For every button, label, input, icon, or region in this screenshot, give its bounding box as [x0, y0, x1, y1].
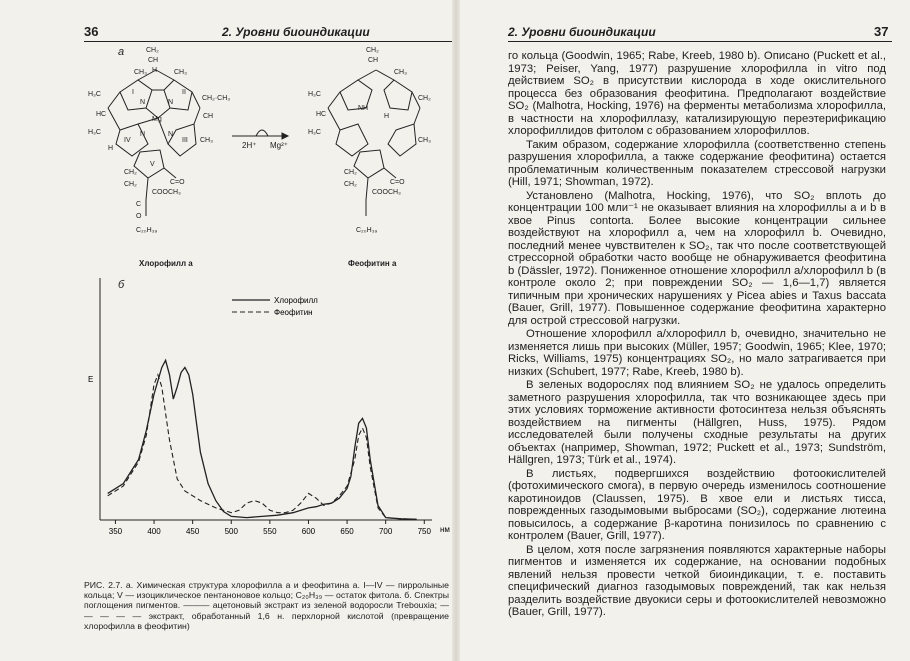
- atom-ch2-2: CH₂: [418, 95, 431, 102]
- x-tick-label: 400: [147, 527, 161, 536]
- molecule-name-chlorophyll: Хлорофилл a: [139, 259, 193, 268]
- atom-h3c-b: H₃C: [88, 129, 101, 136]
- x-axis-unit: нм: [440, 525, 450, 534]
- paragraph: Таким образом, содержание хлорофилла (соответственно степень разрушения хлорофилла, а также содержание феофитина) остается проблематичным количественным показателем стрессовой нагрузки (Hill, 1971; Showman, 1972).: [508, 138, 886, 188]
- atom-hc: HC: [96, 111, 107, 118]
- molecule-name-pheophytin: Феофитин a: [348, 259, 397, 268]
- atom-ch-right: CH: [203, 113, 214, 120]
- x-tick-label: 650: [340, 527, 354, 536]
- x-tick-label: 500: [224, 527, 238, 536]
- atom-ch-top: CH: [148, 57, 159, 64]
- legend-pheophytin: Феофитин: [274, 308, 313, 317]
- paragraph: В листьях, подвергшихся воздействию фотоокислителей (фотохимического смога), в первую очередь изменилось соотношение каротиноидов (Claussen, 1975). В хвое ели и листьях тисса, поврежденных газодымовыми выбросами (SO₂), содержание лютеина повысилось, а содержание β-каротина понизилось по сравнению с контролем (Bauer, Grill, 1977).: [508, 467, 886, 542]
- atom-hc-2: HC: [316, 111, 327, 118]
- paragraph: В зеленых водорослях под влиянием SO₂ не удалось определить заметного разрушения хлорофилла, так что возникающее здесь при этих условиях торможение активности фотосинтеза нельзя объяснять воздействием на пигменты (Hällgren, Huss, 1975). Рядом исследователей были получены сходные результаты на других объектах (например, Showman, 1972; Puckett et al., 1973; Sundström, Hällgren, 1973; Türk et al., 1974).: [508, 379, 886, 466]
- series-line-chlorophyll: [108, 360, 417, 519]
- paragraph: Установлено (Malhotra, Hocking, 1976), что SO₂ вплоть до концентрации 100 мли⁻¹ не оказывает влияния на хлорофиллы a и b в хвое Pinus contorta. Более высокие концентрации сильнее воздействуют на хлорофилл a, чем на хлорофилл b. Очевидно, последний менее чувствителен к SO₂, так что после соответствующей стрессорной обработки часто вообще не обнаруживается феофитина b (Dässler, 1972). Пониженное отношение хлорофилл a/хлорофилл b (в контроле около 2; при повреждении SO₂ — 1,6—1,7) является типичным при хронических нарушениях у Picea abies и Taxus baccata (Bauer, Grill, 1977). Повышенное содержание феофитина характерно для острой стрессовой нагрузки.: [508, 189, 886, 327]
- atom-sub-ch2-b: CH₂: [124, 181, 137, 188]
- atom-h3c-3: H₃C: [308, 129, 321, 136]
- ring-label-2: II: [182, 89, 186, 96]
- atom-h-b: H: [108, 145, 114, 152]
- x-tick-label: 700: [378, 527, 393, 536]
- atom-ch-top-2: CH: [368, 57, 379, 64]
- atom-c20h39-2: C₂₀H₃₉: [356, 227, 378, 234]
- atom-nh-2: NH: [358, 105, 369, 112]
- atom-ch2-top: CH₂: [146, 47, 159, 54]
- atom-h3c-2: H₃C: [308, 91, 321, 98]
- atom-n4: N: [168, 131, 174, 138]
- x-tick-label: 550: [263, 527, 277, 536]
- atom-ch3-2: CH₃: [394, 69, 407, 76]
- atom-c-o: C=O: [170, 179, 185, 186]
- atom-sub-ch2-a: CH₂: [124, 169, 137, 176]
- atom-ch3-b: CH₃: [174, 69, 187, 76]
- chemical-structures: [0, 0, 458, 270]
- atom-sub-ch2-c: CH₂: [344, 169, 357, 176]
- atom-ch3-c: CH₃: [200, 137, 213, 144]
- ring-label-3: III: [182, 137, 188, 144]
- atom-ch3-3: CH₃: [418, 137, 431, 144]
- legend-chlorophyll: Хлорофилл: [274, 296, 318, 305]
- atom-h-2: H: [384, 113, 390, 120]
- atom-cooch3-2: COOCH₃: [372, 189, 401, 196]
- paragraph: Отношение хлорофилл a/хлорофилл b, очевидно, значительно не изменяется лишь при высоких (Müller, 1957; Goodwin, 1965; Klee, 1970; Ricks, Williams, 1975) концентрациях SO₂, но мало затрагивается при низких (Schubert, 1977; Rabe, Kreeb, 1980 b).: [508, 328, 886, 378]
- left-running-head: 2. Уровни биоиндикации: [222, 25, 370, 39]
- atom-mg: Mg: [152, 116, 162, 123]
- atom-o: O: [136, 213, 142, 220]
- atom-n2: N: [168, 99, 174, 106]
- atom-ch2-top-2: CH₂: [366, 47, 379, 54]
- reaction-label-mg: Mg²⁺: [270, 141, 288, 150]
- x-tick-label: 750: [417, 527, 431, 536]
- atom-n3: N: [140, 131, 146, 138]
- ring-label-4: IV: [124, 137, 131, 144]
- x-tick-label: 450: [185, 527, 200, 536]
- absorption-spectrum-chart: [84, 270, 454, 575]
- right-running-head: 2. Уровни биоиндикации: [508, 25, 656, 39]
- figure-b-label: б: [118, 279, 125, 291]
- x-tick-label: 350: [108, 527, 123, 536]
- figure-a-label: а: [118, 46, 125, 58]
- paragraph: го кольца (Goodwin, 1965; Rabe, Kreeb, 1980 b). Описано (Puckett et al., 1973; Peiser, Yang, 1977) разрушение хлорофилла in vitro под действием SO₂ в присутствии кислорода в ходе окислительного процесса без образования феофитина. Предполагают воздействие SO₂ (Malhotra, Hocking, 1976) на ферменты метаболизма хлорофилла, в частности на хлорофиллазу, катализирующую переэтерификацию хлорофиллидов фитолом с образованием хлорофиллов.: [508, 50, 886, 137]
- ring-label-5: V: [150, 161, 155, 168]
- atom-ch3-a: CH₃: [134, 69, 147, 76]
- atom-c: C: [136, 201, 142, 208]
- right-body-text: [508, 50, 886, 620]
- atom-n1: N: [140, 99, 146, 106]
- ring-label-1: I: [132, 89, 134, 96]
- right-header-rule: [508, 41, 892, 42]
- atom-cooch3: COOCH₃: [152, 189, 181, 196]
- left-page-number: 36: [84, 24, 99, 39]
- right-page-number: 37: [874, 24, 889, 39]
- atom-h-a: H: [152, 67, 158, 74]
- atom-sub-ch2-d: CH₂: [344, 181, 357, 188]
- y-axis-label: E: [88, 375, 94, 384]
- figure-caption: РИС. 2.7. а. Химическая структура хлорофилла a и феофитина a. I—IV — пирролыные кольца; V — изоциклическое пентаноновое кольцо; C₂₀H₃₉ — остаток фитола. б. Спектры поглощения пигментов. ——— ацетоновый экстракт из зеленой водоросли Trebouxia; — — — — — экстракт, обработанный 1,6 н. перхлорной кислотой (превращение хлорофилла в феофитин): [84, 580, 449, 631]
- reaction-label-2h: 2H⁺: [242, 141, 257, 150]
- atom-h3c-a: H₃C: [88, 91, 101, 98]
- paragraph: В целом, хотя после загрязнения появляются характерные наборы пигментов и изменяется их содержание, на основании подобных явлений нельзя провести четкой биоиндикации, т. е. поставить специфический диагноз газодымовых повреждений, так как нельзя разделить воздействие двуокиси серы и фотоокислителей невозможно (Bauer, Grill, 1977).: [508, 543, 886, 618]
- x-tick-label: 600: [301, 527, 316, 536]
- atom-c20h39: C₂₀H₃₉: [136, 227, 158, 234]
- atom-c-o-2: C=O: [390, 179, 405, 186]
- atom-ch2ch3: CH₂·CH₃: [202, 95, 231, 102]
